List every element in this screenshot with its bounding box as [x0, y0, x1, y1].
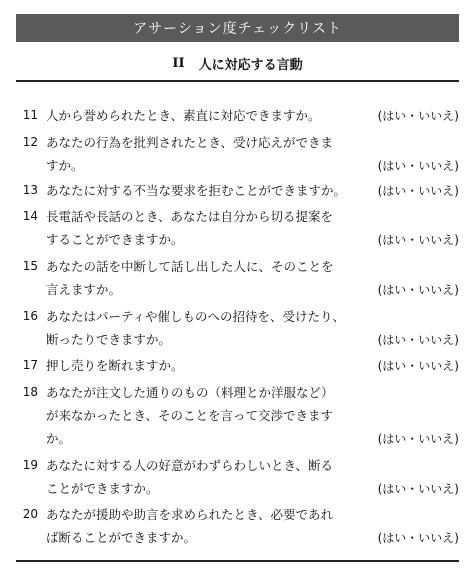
- yes-no-answer: (はい・いいえ): [377, 283, 459, 297]
- question-text-line: 人から誉められたとき、素直に対応できますか。: [46, 108, 321, 123]
- yes-no-answer: (はい・いいえ): [377, 184, 459, 198]
- yes-no-answer: (はい・いいえ): [377, 482, 459, 496]
- question-text-line: 長電話や長話のとき、あなたは自分から切る提案を: [46, 209, 334, 224]
- question-text-line: 押し売りを断れますか。: [46, 358, 184, 373]
- yes-no-answer: (はい・いいえ): [377, 531, 459, 545]
- yes-no-answer: (はい・いいえ): [377, 333, 459, 347]
- question-text-line: あなたに対する人の好意がわずらわしいとき、断る: [46, 458, 334, 473]
- question-number: 20: [22, 507, 38, 521]
- section-title: 人に対応する言動: [198, 57, 303, 73]
- top-rule: [16, 80, 459, 82]
- question-text-line: ば断ることができますか。: [46, 530, 197, 545]
- yes-no-answer: (はい・いいえ): [377, 233, 459, 247]
- question-number: 16: [22, 309, 38, 323]
- question-text-line: あなたが援助や助言を求められたとき、必要であれ: [46, 507, 334, 522]
- question-number: 12: [22, 135, 38, 149]
- question-text-line: ことができますか。: [46, 481, 159, 496]
- question-text-line: あなたに対する不当な要求を拒むことができますか。: [46, 183, 347, 198]
- yes-no-answer: (はい・いいえ): [377, 159, 459, 173]
- yes-no-answer: (はい・いいえ): [377, 432, 459, 446]
- checklist-title: アサーション度チェックリスト: [133, 21, 342, 37]
- question-number: 13: [22, 183, 38, 197]
- question-text-line: 言えますか。: [46, 282, 122, 297]
- question-number: 19: [22, 458, 38, 472]
- question-text-line: か。: [46, 431, 72, 446]
- section-heading: [16, 52, 459, 74]
- section-number: II: [172, 55, 185, 71]
- question-number: 17: [22, 358, 38, 372]
- bottom-rule: [16, 560, 459, 562]
- question-text-line: あなたの話を中断して話し出した人に、そのことを: [46, 259, 334, 274]
- question-text-line: 断ったりできますか。: [46, 332, 172, 347]
- yes-no-answer: (はい・いいえ): [377, 109, 459, 123]
- question-number: 14: [22, 209, 38, 223]
- question-number: 15: [22, 259, 38, 273]
- question-text-line: すか。: [46, 158, 84, 173]
- yes-no-answer: (はい・いいえ): [377, 359, 459, 373]
- question-text-line: することができますか。: [46, 232, 184, 247]
- question-text-line: あなたはパーティや催しものへの招待を、受けたり、: [46, 309, 346, 324]
- checklist-title-bar: [16, 14, 459, 42]
- question-number: 11: [22, 108, 38, 122]
- question-text-line: あなたが注文した通りのもの（料理とか洋服など）: [46, 385, 334, 400]
- question-number: 18: [22, 385, 38, 399]
- question-text-line: が来なかったとき、そのことを言って交渉できます: [46, 408, 334, 423]
- question-text-line: あなたの行為を批判されたとき、受け応えができま: [46, 135, 334, 150]
